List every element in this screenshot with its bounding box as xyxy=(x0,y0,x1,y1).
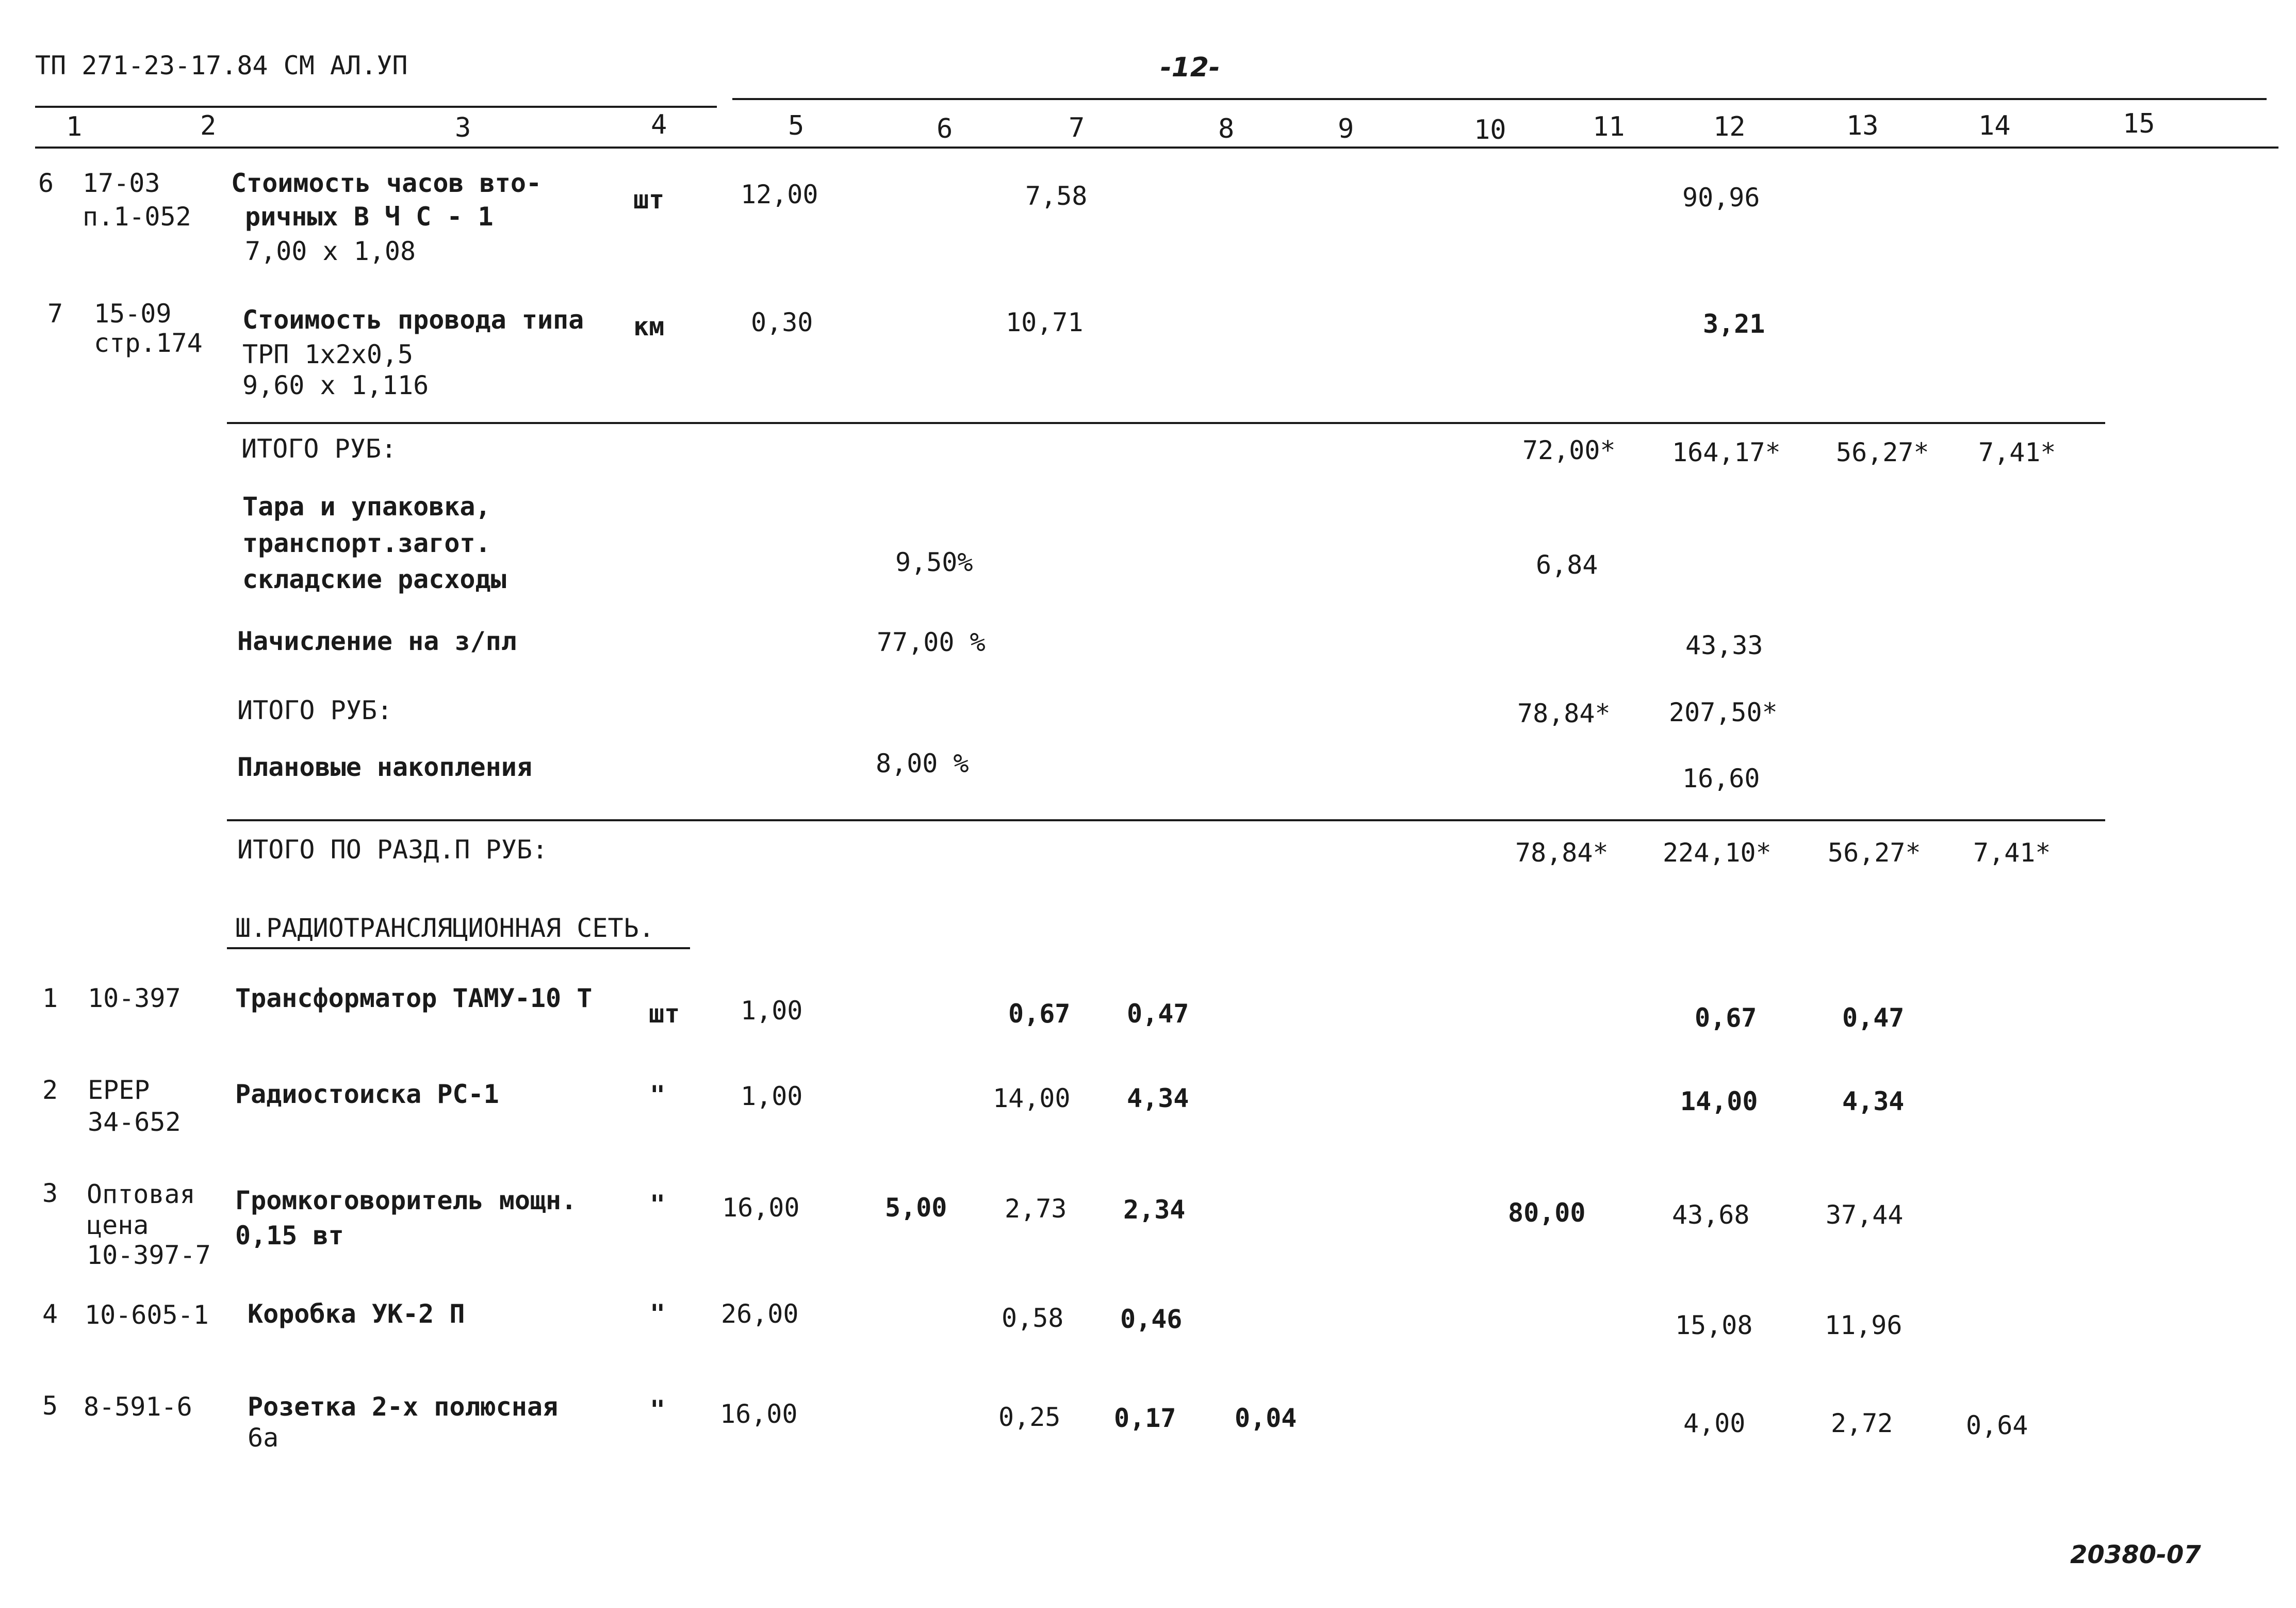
price-code: стр.174 xyxy=(94,328,203,358)
item-name: Громкоговоритель мощн. xyxy=(235,1185,577,1215)
price-code: 17-03 xyxy=(83,168,160,198)
cell-col8: 4,34 xyxy=(1127,1083,1189,1113)
cell-col7: 10,71 xyxy=(1006,307,1084,337)
col-num-2: 2 xyxy=(200,110,217,141)
col-num-3: 3 xyxy=(455,112,471,143)
cell-col12: 4,00 xyxy=(1683,1408,1746,1438)
unit: " xyxy=(650,1080,666,1110)
percent-value: 9,50% xyxy=(895,547,973,577)
overhead-label: Тара и упаковка, xyxy=(242,492,491,522)
cell-col14: 7,41* xyxy=(1973,838,2051,868)
cell-col8: 0,47 xyxy=(1127,999,1189,1029)
cell-col12: 0,67 xyxy=(1695,1003,1757,1033)
row-number: 7 xyxy=(47,299,63,329)
col-num-15: 15 xyxy=(2123,108,2155,139)
unit: км xyxy=(633,312,665,342)
price-code: 15-09 xyxy=(94,299,172,329)
item-name: Стоимость провода типа xyxy=(242,305,584,335)
cell-col9: 0,04 xyxy=(1235,1403,1297,1433)
col-num-7: 7 xyxy=(1069,112,1085,143)
col-num-13: 13 xyxy=(1846,110,1879,141)
cell-col12: 90,96 xyxy=(1682,183,1760,213)
planned-savings-label: Плановые накопления xyxy=(237,752,532,782)
price-code: 10-605-1 xyxy=(85,1300,209,1330)
cell-col7: 2,73 xyxy=(1005,1194,1067,1224)
section-title: Ш.РАДИОТРАНСЛЯЦИОННАЯ СЕТЬ. xyxy=(235,913,654,943)
row-number: 5 xyxy=(42,1391,58,1421)
unit: шт xyxy=(649,999,680,1029)
section-total-label: ИТОГО ПО РАЗД.П РУБ: xyxy=(237,835,548,865)
header-rule-left xyxy=(35,106,717,108)
cell-col7: 0,58 xyxy=(1002,1303,1064,1333)
row-number: 1 xyxy=(42,983,58,1013)
cell-col8: 0,17 xyxy=(1114,1403,1176,1433)
cell-col12: 43,33 xyxy=(1685,630,1763,660)
cell-col12: 224,10* xyxy=(1663,838,1772,868)
item-name: Розетка 2-х полюсная xyxy=(248,1392,559,1422)
cell-col12: 14,00 xyxy=(1680,1086,1758,1116)
section-title-underline xyxy=(227,947,690,949)
col-num-8: 8 xyxy=(1218,113,1235,144)
price-code: цена xyxy=(87,1210,149,1240)
col-num-9: 9 xyxy=(1338,113,1354,144)
cell-col11: 72,00* xyxy=(1522,435,1616,465)
quantity: 0,30 xyxy=(751,307,813,337)
cell-col12: 43,68 xyxy=(1672,1200,1750,1230)
overhead-label: транспорт.загот. xyxy=(242,528,491,558)
quantity: 1,00 xyxy=(741,996,803,1026)
item-name: 9,60 х 1,116 xyxy=(242,370,429,400)
cell-col13: 56,27* xyxy=(1828,838,1921,868)
cell-col13: 56,27* xyxy=(1836,437,1929,467)
unit: шт xyxy=(633,185,665,215)
header-rule-right xyxy=(732,98,2267,100)
cell-col7: 14,00 xyxy=(993,1083,1071,1113)
cell-col11: 80,00 xyxy=(1508,1198,1586,1228)
cell-col12: 164,17* xyxy=(1672,437,1781,467)
col-num-1: 1 xyxy=(66,111,83,142)
percent-value: 8,00 % xyxy=(876,749,969,778)
price-code: 10-397-7 xyxy=(87,1240,211,1270)
cell-col13: 2,72 xyxy=(1831,1408,1893,1438)
col-num-11: 11 xyxy=(1593,111,1625,142)
price-code: п.1-052 xyxy=(83,202,191,232)
quantity: 12,00 xyxy=(741,180,818,209)
unit: " xyxy=(650,1299,666,1329)
cell-col13: 4,34 xyxy=(1842,1086,1905,1116)
cell-col12: 16,60 xyxy=(1682,764,1760,793)
cell-col14: 0,64 xyxy=(1966,1410,2028,1440)
unit: " xyxy=(650,1190,666,1220)
item-name: 0,15 вт xyxy=(235,1221,344,1250)
cell-col11: 78,84* xyxy=(1517,699,1611,728)
item-name: 6а xyxy=(248,1423,279,1453)
quantity: 26,00 xyxy=(721,1299,799,1329)
section-total-rule xyxy=(227,819,2105,821)
price-code: Оптовая xyxy=(87,1179,195,1209)
document-code: ТП 271-23-17.84 СМ АЛ.УП xyxy=(35,51,408,80)
cell-col13: 37,44 xyxy=(1826,1200,1904,1230)
cell-col12: 207,50* xyxy=(1669,697,1778,727)
col-num-4: 4 xyxy=(651,109,667,140)
cell-col8: 0,46 xyxy=(1120,1304,1183,1334)
page-number: -12- xyxy=(1160,52,1220,83)
cell-col7: 7,58 xyxy=(1025,181,1088,211)
cell-col13: 0,47 xyxy=(1842,1003,1905,1033)
price-code: 10-397 xyxy=(88,983,181,1013)
quantity: 16,00 xyxy=(722,1193,800,1223)
column-numbers-rule xyxy=(35,147,2278,149)
col-num-6: 6 xyxy=(937,113,953,144)
item-name: Трансформатор ТАМУ-10 Т xyxy=(235,983,593,1013)
price-code: 34-652 xyxy=(88,1107,181,1137)
cell-col6: 5,00 xyxy=(885,1193,947,1223)
col-num-10: 10 xyxy=(1474,115,1506,145)
row-number: 4 xyxy=(42,1299,58,1329)
item-name: Радиостоиска РС-1 xyxy=(235,1079,499,1109)
price-code: ЕРЕР xyxy=(88,1075,150,1105)
subtotal-label: ИТОГО РУБ: xyxy=(241,434,397,464)
cell-col8: 2,34 xyxy=(1123,1195,1186,1225)
subtotal-label: ИТОГО РУБ: xyxy=(237,695,393,725)
overhead-label: складские расходы xyxy=(242,564,506,594)
percent-value: 77,00 % xyxy=(877,627,986,657)
row-number: 2 xyxy=(42,1075,58,1105)
col-num-5: 5 xyxy=(788,110,805,141)
cell-col7: 0,25 xyxy=(998,1402,1061,1432)
cell-col12: 3,21 xyxy=(1703,309,1765,339)
cell-col7: 0,67 xyxy=(1008,999,1071,1029)
unit: " xyxy=(650,1395,666,1425)
quantity: 16,00 xyxy=(720,1399,798,1429)
accrual-label: Начисление на з/пл xyxy=(237,626,517,656)
cell-col13: 11,96 xyxy=(1825,1310,1903,1340)
item-name: 7,00 х 1,08 xyxy=(245,236,416,266)
item-name: ТРП 1х2х0,5 xyxy=(242,339,414,369)
item-name: Стоимость часов вто- xyxy=(231,168,542,198)
row-number: 3 xyxy=(42,1178,58,1208)
row-number: 6 xyxy=(38,168,54,198)
cell-col11: 6,84 xyxy=(1536,550,1598,580)
item-name: Коробка УК-2 П xyxy=(248,1299,465,1329)
cell-col14: 7,41* xyxy=(1978,437,2056,467)
col-num-14: 14 xyxy=(1978,110,2011,141)
item-name: ричных В Ч С - 1 xyxy=(245,202,494,232)
cell-col11: 78,84* xyxy=(1515,838,1609,868)
totals-rule xyxy=(227,422,2105,424)
quantity: 1,00 xyxy=(741,1081,803,1111)
cell-col12: 15,08 xyxy=(1675,1310,1753,1340)
archive-number: 20380-07 xyxy=(2070,1540,2201,1569)
price-code: 8-591-6 xyxy=(84,1392,192,1422)
col-num-12: 12 xyxy=(1713,111,1746,142)
